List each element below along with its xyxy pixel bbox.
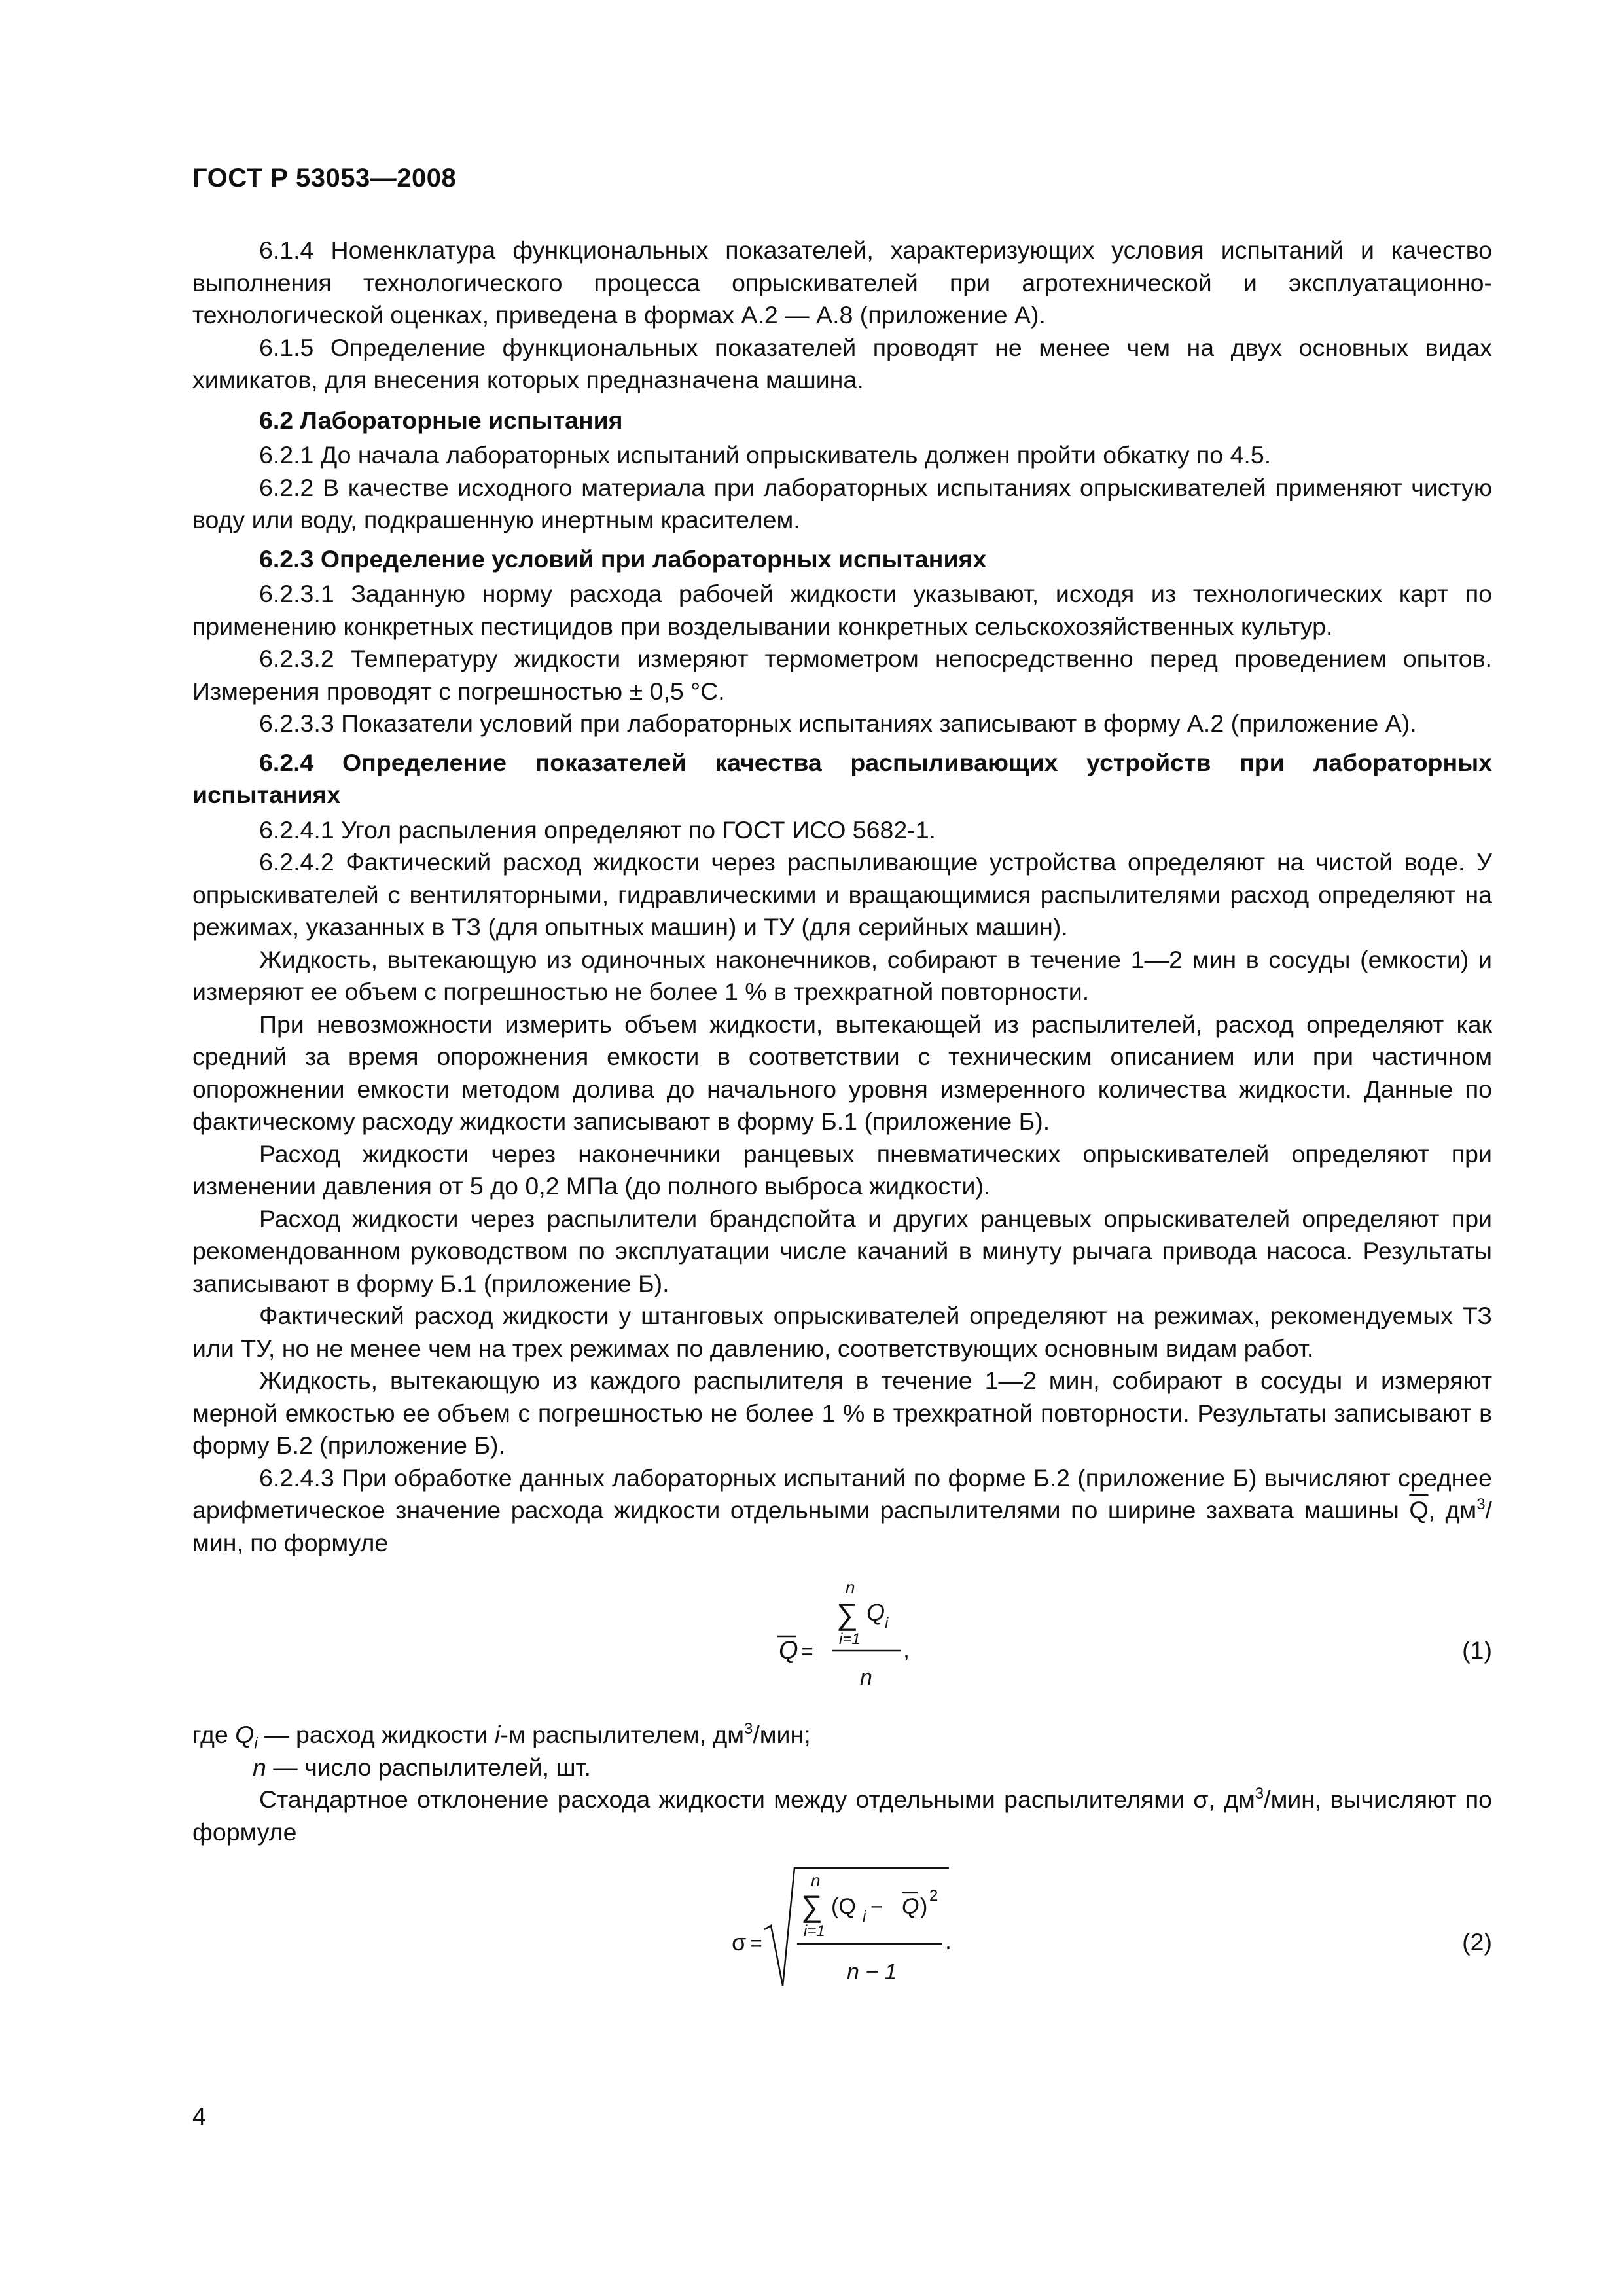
paragraph-6-2-3-2: 6.2.3.2 Температуру жидкости измеряют термометром непосредственно перед проведением опытов. Измерения проводят с погрешностью ± 0,5 °С. (192, 645, 1492, 705)
paragraph-6-2-2: 6.2.2 В качестве исходного материала при лабораторных испытаниях опрыскивателей применяют чистую воду или воду, подкрашенную инертным красителем. (192, 473, 1492, 533)
paragraph-sigma-sup: 3 (1255, 1785, 1264, 1803)
formula-2-denominator: n − 1 (847, 1960, 897, 1984)
formula-1-sum-sign: ∑ (836, 1597, 858, 1631)
formula-1 (192, 1568, 1492, 1712)
formula-1-eq: = (801, 1640, 813, 1663)
paragraph-6-2-4-2: 6.2.4.2 Фактический расход жидкости через распыливающие устройства определяют на чистой воде. У опрыскивателей с вентиляторными, гидравлическими и вращающимися распылителями расход определяют на режимах, указанных в ТЗ (для опытных машин) и ТУ (для серийных машин). (192, 848, 1492, 941)
formula-2-num-open: (Q (831, 1894, 856, 1919)
where-qi-var: Q (235, 1721, 255, 1748)
paragraph-6-2-3-1: 6.2.3.1 Заданную норму расхода рабочей жидкости указывают, исходя из технологических карт по применению конкретных пестицидов при возделывании конкретных сельскохозяйственных культур. (192, 580, 1492, 640)
formula-2-num-minus: − (870, 1895, 883, 1918)
paragraph-6-2-1: 6.2.1 До начала лабораторных испытаний опрыскиватель должен пройти обкатку по 4.5. (259, 441, 1272, 469)
paragraph-6-2-4-3-text: 6.2.4.3 При обработке данных лабораторных испытаний по форме Б.2 (приложение Б) вычисляют среднее арифметическое значение расхода жидкости отдельными распылителями по ширине захвата машины (192, 1463, 1492, 1524)
formula-2-trailing: . (945, 1928, 952, 1954)
where-prefix: где (192, 1721, 236, 1748)
where-n-text: — число распылителей, шт. (266, 1753, 591, 1781)
formula-2-sum-bottom: i=1 (804, 1922, 825, 1940)
formula-1-sum-bottom: i=1 (839, 1630, 861, 1648)
paragraph-boom: Фактический расход жидкости у штанговых опрыскивателей определяют на режимах, рекомендуемых ТЗ или ТУ, но не менее чем на трех режимах по давлению, соответствующих основным видам работ. (192, 1302, 1492, 1362)
heading-6-2-4: 6.2.4 Определение показателей качества распыливающих устройств при лабораторных испытаниях (192, 748, 1492, 808)
formula-2-num-exp: 2 (929, 1887, 938, 1905)
paragraph-sigma (192, 1784, 1492, 1848)
paragraph-impossible-measure: При невозможности измерить объем жидкости, вытекающей из распылителей, расход определяют как средний за время опорожнения емкости в соответствии с техническим описанием или при частичном опорожнении емкости методом долива до начального уровня измеренного количества жидкости. Данные по фактическому расходу жидкости записывают в форму Б.1 (приложение Б). (192, 1010, 1492, 1135)
formula-1-lhs: Q (779, 1637, 798, 1664)
paragraph-6-2-3-3: 6.2.3.3 Показатели условий при лабораторных испытаниях записывают в форму А.2 (приложение А). (259, 709, 1417, 737)
formula-2-lhs: σ (732, 1929, 747, 1956)
paragraph-6-2-4-3 (192, 1462, 1492, 1560)
formula-2-svg (192, 1857, 1492, 2001)
paragraph-sigma-text-b: /мин, вычисляют по формуле (192, 1785, 1492, 1846)
where-qi-text-c: /мин; (753, 1721, 811, 1748)
formula-1-numerator-sub: i (885, 1615, 889, 1632)
where-n (192, 1751, 1492, 1784)
paragraph-6-1-5: 6.1.5 Определение функциональных показателей проводят не менее чем на двух основных видах химикатов, для внесения которых предназначена машина. (192, 333, 1492, 393)
formula-2-num-close: ) (920, 1894, 928, 1919)
where-qi (192, 1719, 1492, 1751)
where-qi-sup: 3 (744, 1720, 753, 1738)
paragraph-6-1-4: 6.1.4 Номенклатура функциональных показателей, характеризующих условия испытаний и качество выполнения технологического процесса опрыскивателей при агротехнической и эксплуатационно-технологической оценках, приведена в формах А.2 — А.8 (приложение А). (192, 236, 1492, 329)
formula-2-eq: = (750, 1931, 762, 1955)
formula-2 (192, 1857, 1492, 2001)
where-qi-text-a: — расход жидкости (257, 1721, 495, 1748)
where-qi-sub: i (254, 1734, 258, 1753)
formula-1-sum-top: n (846, 1577, 855, 1597)
paragraph-knapsack: Расход жидкости через наконечники ранцевых пневматических опрыскивателей определяют при изменении давления от 5 до 0,2 МПа (до полного выброса жидкости). (192, 1139, 1492, 1200)
formula-1-number: (1) (1462, 1636, 1492, 1664)
paragraph-sigma-text-a: Стандартное отклонение расхода жидкости между отдельными распылителями σ, дм (259, 1785, 1255, 1813)
heading-6-2-3: 6.2.3 Определение условий при лабораторных испытаниях (259, 545, 987, 573)
formula-1-trailing: , (903, 1636, 910, 1662)
formula-2-number: (2) (1462, 1928, 1492, 1956)
paragraph-liquid-single: Жидкость, вытекающую из одиночных наконечников, собирают в течение 1—2 мин в сосуды (емкости) и измеряют ее объем с погрешностью не более 1 % в трехкратной повторности. (192, 945, 1492, 1005)
formula-2-sum-top: n (811, 1871, 821, 1890)
paragraph-hose: Расход жидкости через распылители брандспойта и других ранцевых опрыскивателей определяют при рекомендованном руководством по эксплуатации числе качаний в минуту рычага привода насоса. Результаты записывают в форму Б.1 (приложение Б). (192, 1204, 1492, 1297)
where-qi-italic-i: i (495, 1721, 501, 1748)
heading-6-2: 6.2 Лабораторные испытания (259, 406, 623, 434)
unit-sup: 3 (1476, 1496, 1486, 1513)
document-body (192, 234, 1492, 2008)
formula-2-num-qbar: Q (902, 1894, 919, 1919)
q-bar-symbol: $\overline{Q}$ (1409, 1496, 1429, 1524)
where-n-var: n (253, 1753, 266, 1781)
page-number: 4 (192, 2102, 206, 2130)
formula-1-numerator-var: Q (866, 1599, 885, 1626)
unit-pre: , дм (1428, 1496, 1477, 1524)
formula-2-sum-sign: ∑ (801, 1889, 823, 1923)
paragraph-6-2-4-1: 6.2.4.1 Угол распыления определяют по ГОСТ ИСО 5682-1. (259, 816, 936, 844)
unit-post: /мин, по формуле (192, 1496, 1492, 1556)
formula-1-svg (192, 1568, 1492, 1712)
formula-1-denominator: n (860, 1665, 872, 1690)
where-qi-text-b: -м распылителем, дм (500, 1721, 744, 1748)
document-code-header: ГОСТ Р 53053—2008 (192, 164, 457, 192)
paragraph-liquid-each: Жидкость, вытекающую из каждого распылителя в течение 1—2 мин, собирают в сосуды и измеряют мерной емкостью ее объем с погрешностью не более 1 % в трехкратной повторности. Результаты записывают в форму Б.2 (приложение Б). (192, 1367, 1492, 1459)
formula-2-num-sub: i (863, 1908, 866, 1926)
